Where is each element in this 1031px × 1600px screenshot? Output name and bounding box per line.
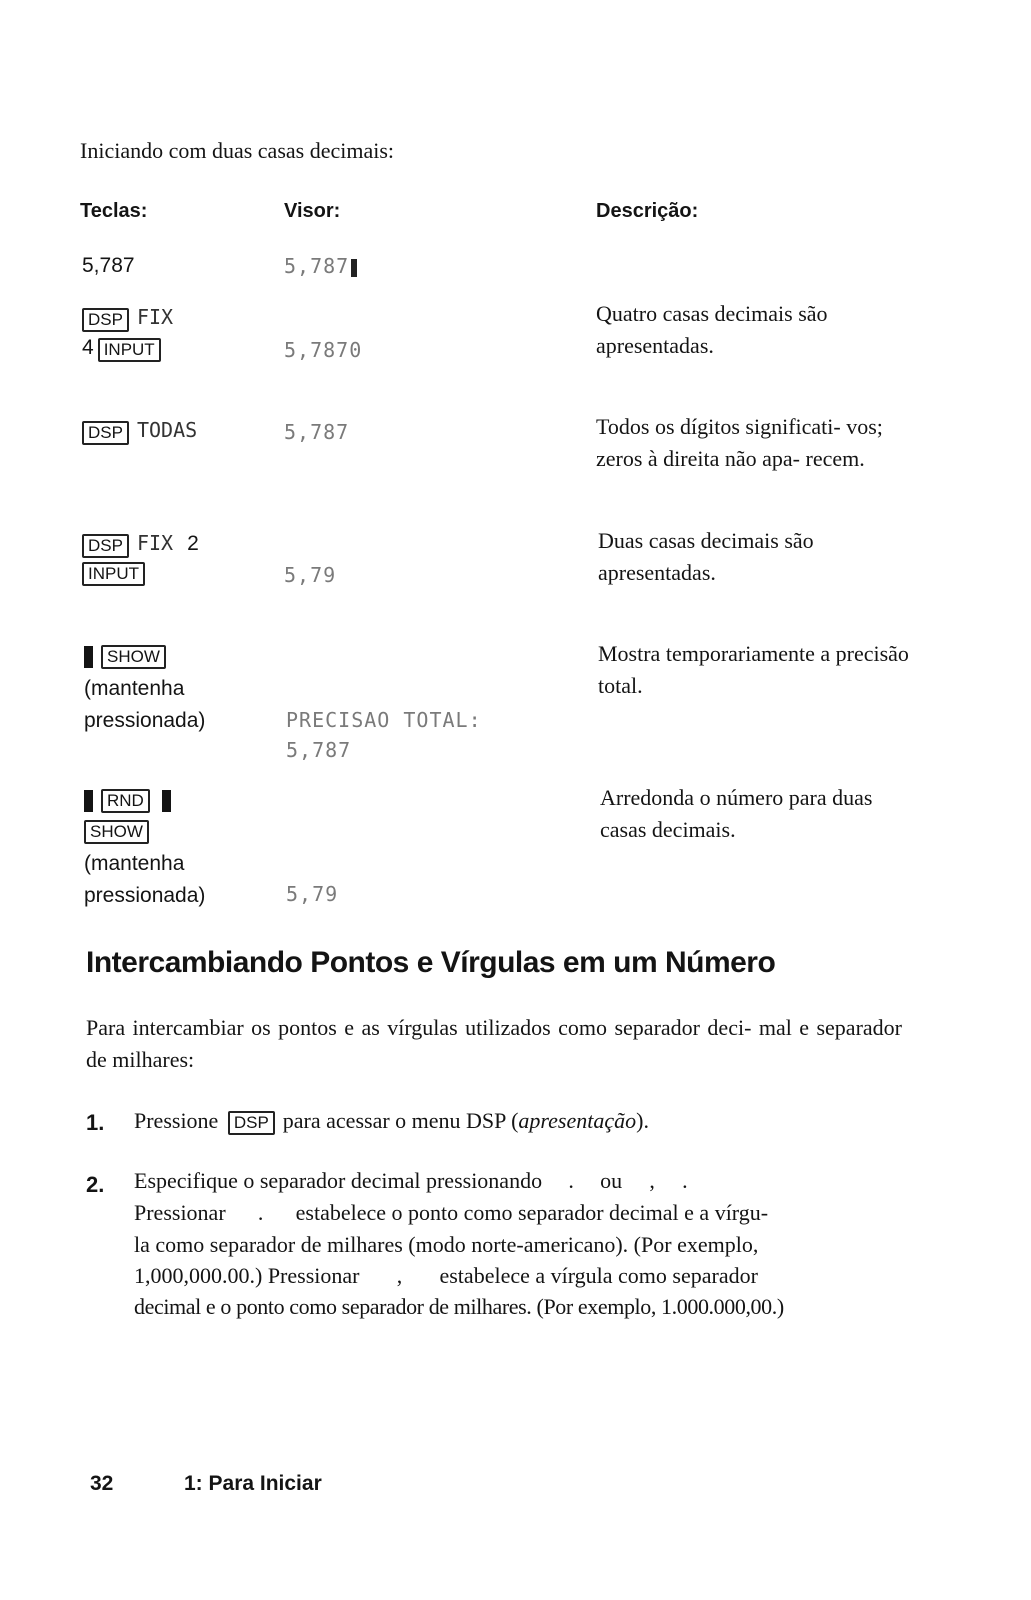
shift-key-icon	[84, 646, 93, 668]
step1-italic: apresentação	[518, 1108, 637, 1133]
row6-display: 5,79	[286, 882, 339, 906]
step2-line4-after: estabelece a vírgula como separador	[439, 1263, 758, 1288]
row1-display: 5,787	[284, 254, 357, 278]
step2-line1	[134, 1168, 688, 1194]
comma-menu-key[interactable]: ,	[396, 1263, 403, 1288]
header-keys: Teclas:	[80, 200, 148, 222]
dsp-key[interactable]: DSP	[82, 534, 129, 558]
shift-key-icon	[84, 790, 93, 812]
row5-keys-line2: (mantenha	[84, 677, 185, 700]
shift-key-icon	[162, 790, 171, 812]
row6-keys-line3: (mantenha	[84, 852, 185, 875]
row6-keys-line1	[84, 789, 179, 813]
row2-keys-line1	[82, 305, 173, 332]
header-description: Descrição:	[596, 200, 699, 222]
input-key[interactable]: INPUT	[98, 338, 161, 362]
chapter-title: 1: Para Iniciar	[184, 1472, 322, 1495]
step2-line4	[134, 1263, 758, 1289]
row6-keys-line2	[84, 820, 157, 844]
section-title: Intercambiando Pontos e Vírgulas em um Número	[86, 946, 776, 979]
step2-line2-before: Pressionar	[134, 1200, 226, 1225]
step1-before: Pressione	[134, 1108, 219, 1133]
row5-description: Mostra temporariamente a precisão total.	[598, 641, 909, 698]
row4-keys-line2	[82, 562, 153, 586]
page-number: 32	[90, 1472, 114, 1495]
row1-keys: 5,787	[82, 254, 135, 277]
row6-description: Arredonda o número para duas casas decimais.	[600, 785, 873, 842]
step2-line1-text: Especifique o separador decimal pressionando	[134, 1168, 543, 1193]
row4-description: Duas casas decimais são apresentadas.	[598, 528, 814, 585]
dsp-key[interactable]: DSP	[82, 308, 129, 332]
row3-description: Todos os dígitos significati- vos; zeros à direita não apa- recem.	[596, 414, 883, 471]
step1-text	[134, 1108, 649, 1135]
show-key[interactable]: SHOW	[101, 645, 166, 669]
show-key[interactable]: SHOW	[84, 820, 149, 844]
rnd-key[interactable]: RND	[101, 789, 150, 813]
row6-keys-line4: pressionada)	[84, 884, 206, 907]
intro-text: Iniciando com duas casas decimais:	[80, 138, 395, 163]
row5-keys-line1	[84, 645, 174, 669]
step1-after: para acessar o menu DSP (	[282, 1108, 519, 1133]
step1-number: 1.	[86, 1110, 105, 1135]
digit-key: 4	[82, 336, 94, 359]
digit-key: 2	[187, 532, 199, 555]
step2-number: 2.	[86, 1172, 105, 1197]
row2-display: 5,7870	[284, 338, 363, 362]
step2-line1-end: .	[682, 1168, 688, 1193]
row5-display-line2: 5,787	[286, 738, 352, 762]
row4-display: 5,79	[284, 563, 337, 587]
step1-close: ).	[636, 1108, 649, 1133]
input-key[interactable]: INPUT	[82, 562, 145, 586]
todas-menu-item[interactable]: TODAS	[136, 418, 198, 442]
dot-menu-key[interactable]: .	[257, 1200, 264, 1225]
row3-keys	[82, 418, 197, 445]
row2-keys-line2	[82, 336, 169, 362]
dot-menu-key[interactable]: .	[568, 1168, 574, 1193]
step2-line4-before: 1,000,000.00.) Pressionar	[134, 1263, 360, 1288]
step2-line2-after: estabelece o ponto como separador decimal e a vírgu-	[295, 1200, 769, 1225]
row4-keys-line1	[82, 531, 199, 558]
header-display: Visor:	[284, 200, 341, 222]
display-cursor	[351, 259, 357, 277]
step2-line2	[134, 1200, 768, 1226]
fix-menu-item[interactable]: FIX	[136, 305, 174, 329]
step2-or: ou	[600, 1168, 623, 1193]
step2-line3: la como separador de milhares (modo norte-americano). (Por exemplo,	[134, 1232, 759, 1257]
comma-menu-key[interactable]: ,	[649, 1168, 655, 1193]
step2-line5: decimal e o ponto como separador de milhares. (Por exemplo, 1.000.000,00.)	[134, 1294, 784, 1319]
row5-keys-line3: pressionada)	[84, 709, 206, 732]
fix-menu-item[interactable]: FIX	[136, 531, 174, 555]
section-intro: Para intercambiar os pontos e as vírgulas utilizados como separador deci- mal e separador de milhares:	[86, 1015, 902, 1072]
row2-description: Quatro casas decimais são apresentadas.	[596, 301, 828, 358]
dsp-key[interactable]: DSP	[82, 421, 129, 445]
row3-display: 5,787	[284, 420, 350, 444]
row5-display-line1: PRECISAO TOTAL:	[286, 708, 482, 732]
dsp-key[interactable]: DSP	[228, 1111, 275, 1135]
